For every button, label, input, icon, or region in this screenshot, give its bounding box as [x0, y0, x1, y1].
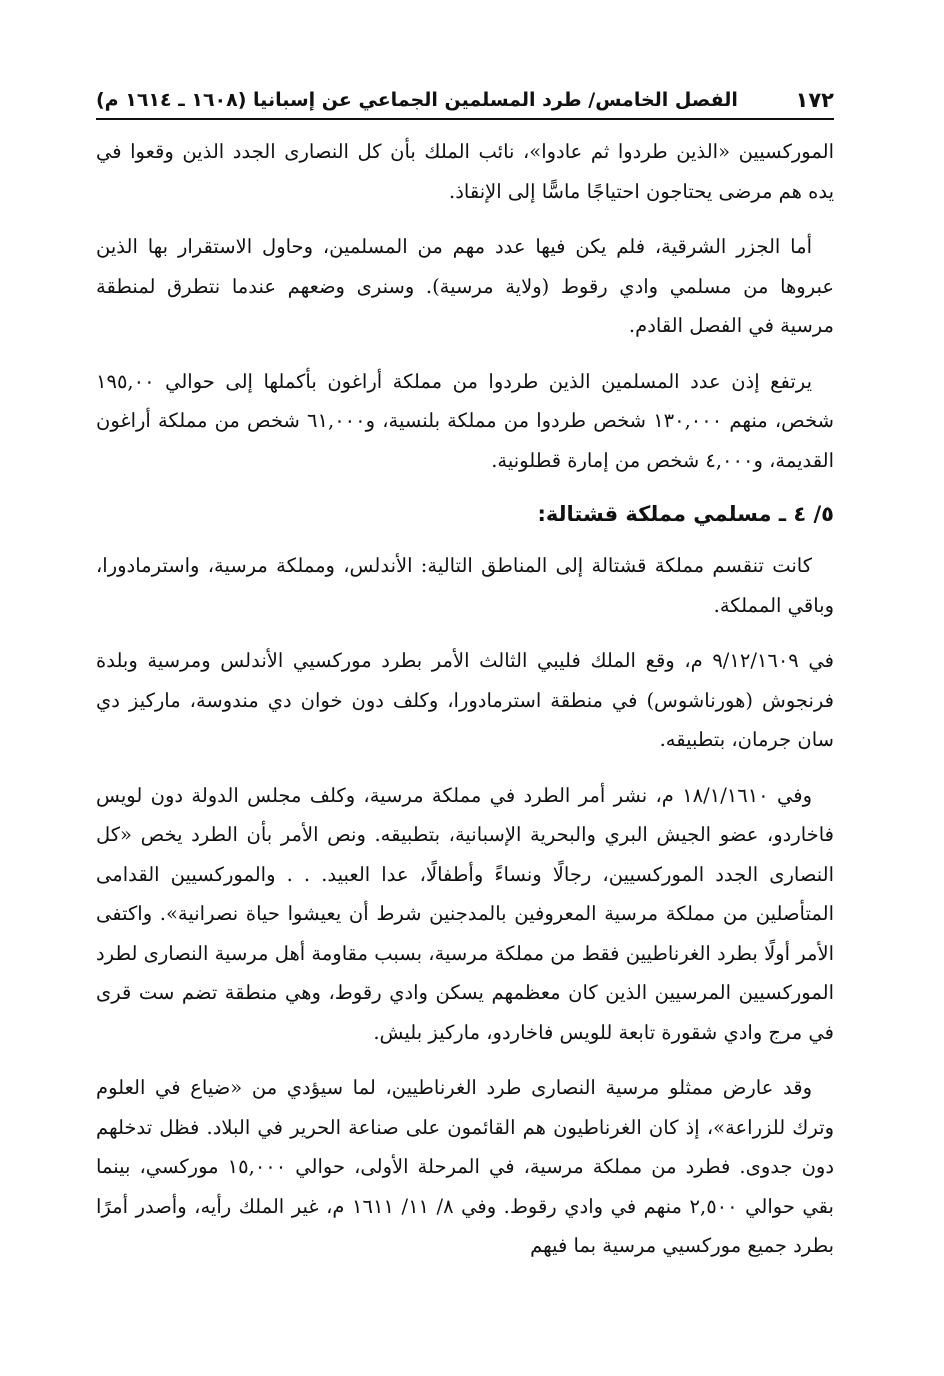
paragraph-continuation: الموركسيين «الذين طردوا ثم عادوا»، نائب الملك بأن كل النصارى الجدد الذين وقعوا في يده هم مرضى يحتاجون احتياجًا ماسًّا إلى الإنقاذ. [96, 140, 834, 203]
running-header [96, 74, 834, 120]
chapter-title: الفصل الخامس/ طرد المسلمين الجماعي عن إسبانيا (١٦٠٨ ـ ١٦١٤ م) [96, 89, 738, 111]
paragraph-aragon-totals: يرتفع إذن عدد المسلمين الذين طردوا من مملكة أراغون بأكملها إلى حوالي ١٩٥,٠٠ شخص، منهم ١٣٠,٠٠٠ شخص طردوا من مملكة بلنسية، و٦١,٠٠٠ شخص من مملكة أراغون القديمة، و٤,٠٠٠ شخص من إمارة قطلونية. [96, 369, 834, 472]
paragraph-eastern-islands: أما الجزر الشرقية، فلم يكن فيها عدد مهم من المسلمين، وحاول الاستقرار بها الذين عبروها من مسلمي وادي رقوط (ولاية مرسية). وسنرى وضعهم عندما نتطرق لمنطقة مرسية في الفصل القادم. [96, 235, 834, 337]
page-number: ١٧٢ [795, 88, 834, 112]
paragraph-expulsion-order-1609: في ٩/١٢/١٦٠٩ م، وقع الملك فليبي الثالث الأمر بطرد موركسيي الأندلس ومرسية وبلدة فرنجوش (هورناشوس) في منطقة استرمادورا، وكلف دون خوان دي مندوسة، ماركيز دي سان جرمان، بتطبيقه. [96, 649, 834, 751]
book-page [96, 74, 834, 1266]
page-body [96, 132, 834, 1266]
paragraph-murcia-opposition: وقد عارض ممثلو مرسية النصارى طرد الغرناطيين، لما سيؤدي من «ضياع في العلوم وترك للزراعة»، إذ كان الغرناطيون هم القائمون على صناعة الحرير في البلاد. فظل تدخلهم دون جدوى. فطرد من مملكة مرسية، في المرحلة الأولى، حوالي ١٥,٠٠٠ موركسي، بينما بقي حوالي ٢,٥٠٠ منهم في وادي رقوط. وفي ٨/ ١١/ ١٦١١ م، غير الملك رأيه، وأصدر أمرًا بطرد جميع موركسيي مرسية بما فيهم [96, 1076, 834, 1257]
paragraph-murcia-1610: وفي ١٨/١/١٦١٠ م، نشر أمر الطرد في مملكة مرسية، وكلف مجلس الدولة دون لويس فاخاردو، عضو الجيش البري والبحرية الإسبانية، بتطبيقه. ونص الأمر بأن الطرد يخص «كل النصارى الجدد الموركسيين، رجالًا ونساءً وأطفالًا، عدا العبيد. . . والموركسيين القدامى المتأصلين من مملكة مرسية المعروفين بالمدجنين شرط أن يعيشوا حياة نصرانية». واكتفى الأمر أولًا بطرد الغرناطيين فقط من مملكة مرسية، بسبب مقاومة أهل مرسية النصارى لطرد الموركسيين المرسيين الذين كان معظمهم يسكن وادي رقوط، وهي منطقة تضم ست قرى في مرج وادي شقورة تابعة للويس فاخاردو، ماركيز بليش. [96, 783, 834, 1044]
paragraph-castile-regions: كانت تنقسم مملكة قشتالة إلى المناطق التالية: الأندلس، ومملكة مرسية، واسترمادورا، وباقي المملكة. [96, 554, 834, 617]
section-heading: ٥/ ٤ ـ مسلمي مملكة قشتالة: [537, 502, 834, 526]
